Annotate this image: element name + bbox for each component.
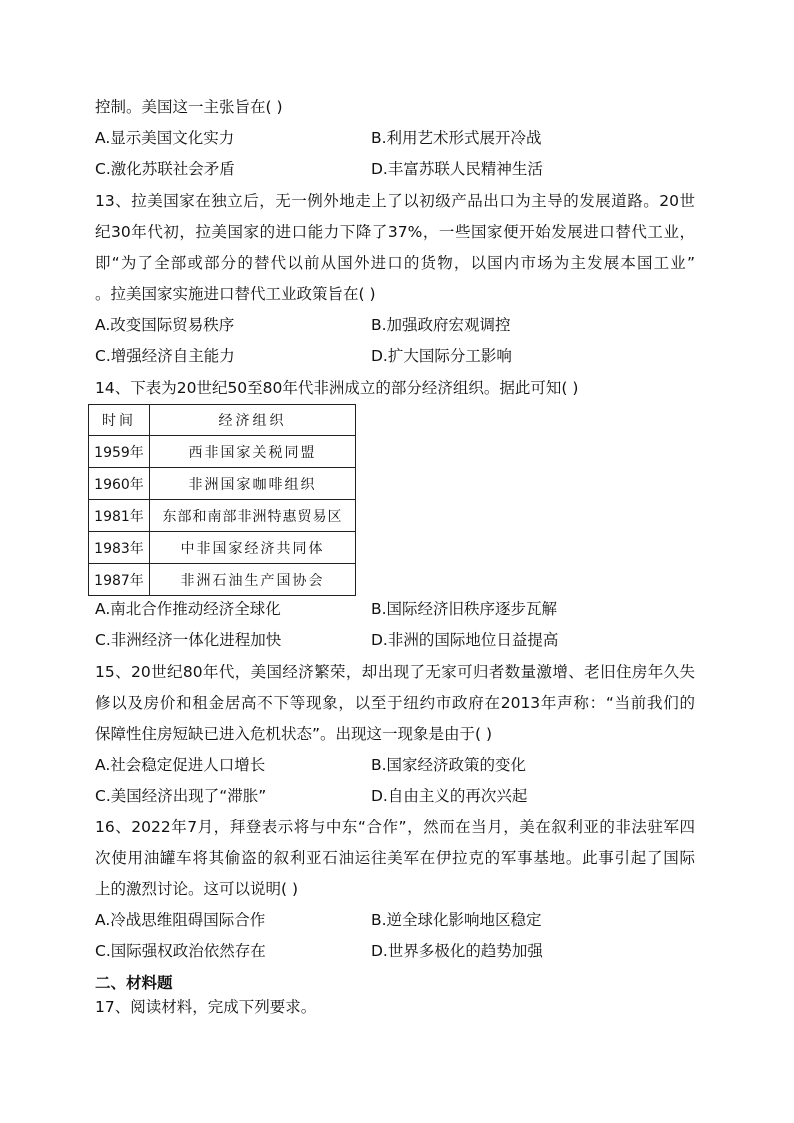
q16-option-a[interactable]: A.冷战思维阻碍国际合作 (95, 911, 266, 929)
q15-stem-line-3: 保障性住房短缺已进入危机状态”。出现这一现象是由于( ) (95, 725, 493, 743)
q16-stem-line-1: 16、2022年7月，拜登表示将与中东“合作”，然而在当月，美在叙利亚的非法驻军四 (95, 818, 695, 836)
q13-stem-line-2: 纪30年代初，拉美国家的进口能力下降了37%，一些国家便开始发展进口替代工业， (95, 223, 695, 241)
q12-stem-tail: 控制。美国这一主张旨在( ) (95, 98, 283, 116)
q16-stem-line-2: 次使用油罐车将其偷盗的叙利亚石油运往美军在伊拉克的军事基地。此事引起了国际 (95, 849, 695, 867)
q16-option-b[interactable]: B.逆全球化影响地区稳定 (371, 911, 542, 929)
q15-option-d[interactable]: D.自由主义的再次兴起 (371, 787, 528, 805)
table-cell-organization: 中非国家经济共同体 (150, 532, 356, 564)
q12-option-a[interactable]: A.显示美国文化实力 (95, 129, 235, 147)
q13-stem-line-3: 即“为了全部或部分的替代以前从国外进口的货物，以国内市场为主发展本国工业” (95, 254, 695, 272)
table-cell-year: 1959年 (89, 436, 150, 468)
q16-option-d[interactable]: D.世界多极化的趋势加强 (371, 942, 543, 960)
q15-stem-line-1: 15、20世纪80年代，美国经济繁荣，却出现了无家可归者数量激增、老旧住房年久失 (95, 663, 695, 681)
table-header-organization: 经济组织 (150, 405, 356, 436)
table-row (89, 500, 356, 532)
q12-option-c[interactable]: C.激化苏联社会矛盾 (95, 160, 235, 178)
table-row (89, 532, 356, 564)
q16-stem-line-3: 上的激烈讨论。这可以说明( ) (95, 880, 299, 898)
q17-stem: 17、阅读材料，完成下列要求。 (95, 998, 317, 1016)
q13-option-b[interactable]: B.加强政府宏观调控 (371, 316, 511, 334)
q13-option-a[interactable]: A.改变国际贸易秩序 (95, 316, 235, 334)
table-cell-organization: 东部和南部非洲特惠贸易区 (150, 500, 356, 532)
table-cell-year: 1981年 (89, 500, 150, 532)
q13-option-d[interactable]: D.扩大国际分工影响 (371, 347, 512, 365)
q12-option-b[interactable]: B.利用艺术形式展开冷战 (371, 129, 542, 147)
q13-option-c[interactable]: C.增强经济自主能力 (95, 347, 235, 365)
table-cell-organization: 非洲国家咖啡组织 (150, 468, 356, 500)
q15-stem-line-2: 修以及房价和租金居高不下等现象，以至于纽约市政府在2013年声称：“当前我们的 (95, 694, 695, 712)
q14-stem: 14、下表为20世纪50至80年代非洲成立的部分经济组织。据此可知( ) (95, 379, 579, 397)
table-cell-organization: 非洲石油生产国协会 (150, 564, 356, 596)
q15-option-b[interactable]: B.国家经济政策的变化 (371, 756, 527, 774)
table-cell-year: 1987年 (89, 564, 150, 596)
q16-option-c[interactable]: C.国际强权政治依然存在 (95, 942, 266, 960)
table-row (89, 436, 356, 468)
q14-option-b[interactable]: B.国际经济旧秩序逐步瓦解 (371, 600, 558, 618)
section-title-material: 二、材料题 (95, 974, 173, 992)
table-row (89, 564, 356, 596)
q14-option-c[interactable]: C.非洲经济一体化进程加快 (95, 631, 282, 649)
table-row (89, 468, 356, 500)
table-cell-year: 1983年 (89, 532, 150, 564)
table-cell-year: 1960年 (89, 468, 150, 500)
table-header-time: 时间 (89, 405, 150, 436)
q13-stem-line-4: 。拉美国家实施进口替代工业政策旨在( ) (95, 285, 376, 303)
q12-option-d[interactable]: D.丰富苏联人民精神生活 (371, 160, 543, 178)
q13-stem-line-1: 13、拉美国家在独立后，无一例外地走上了以初级产品出口为主导的发展道路。20世 (95, 192, 695, 210)
q15-option-c[interactable]: C.美国经济出现了“滞胀” (95, 787, 267, 805)
table-header-row (89, 405, 356, 436)
table-cell-organization: 西非国家关税同盟 (150, 436, 356, 468)
economic-organizations-table (88, 404, 356, 596)
q14-option-a[interactable]: A.南北合作推动经济全球化 (95, 600, 281, 618)
q14-option-d[interactable]: D.非洲的国际地位日益提高 (371, 631, 559, 649)
q15-option-a[interactable]: A.社会稳定促进人口增长 (95, 756, 266, 774)
